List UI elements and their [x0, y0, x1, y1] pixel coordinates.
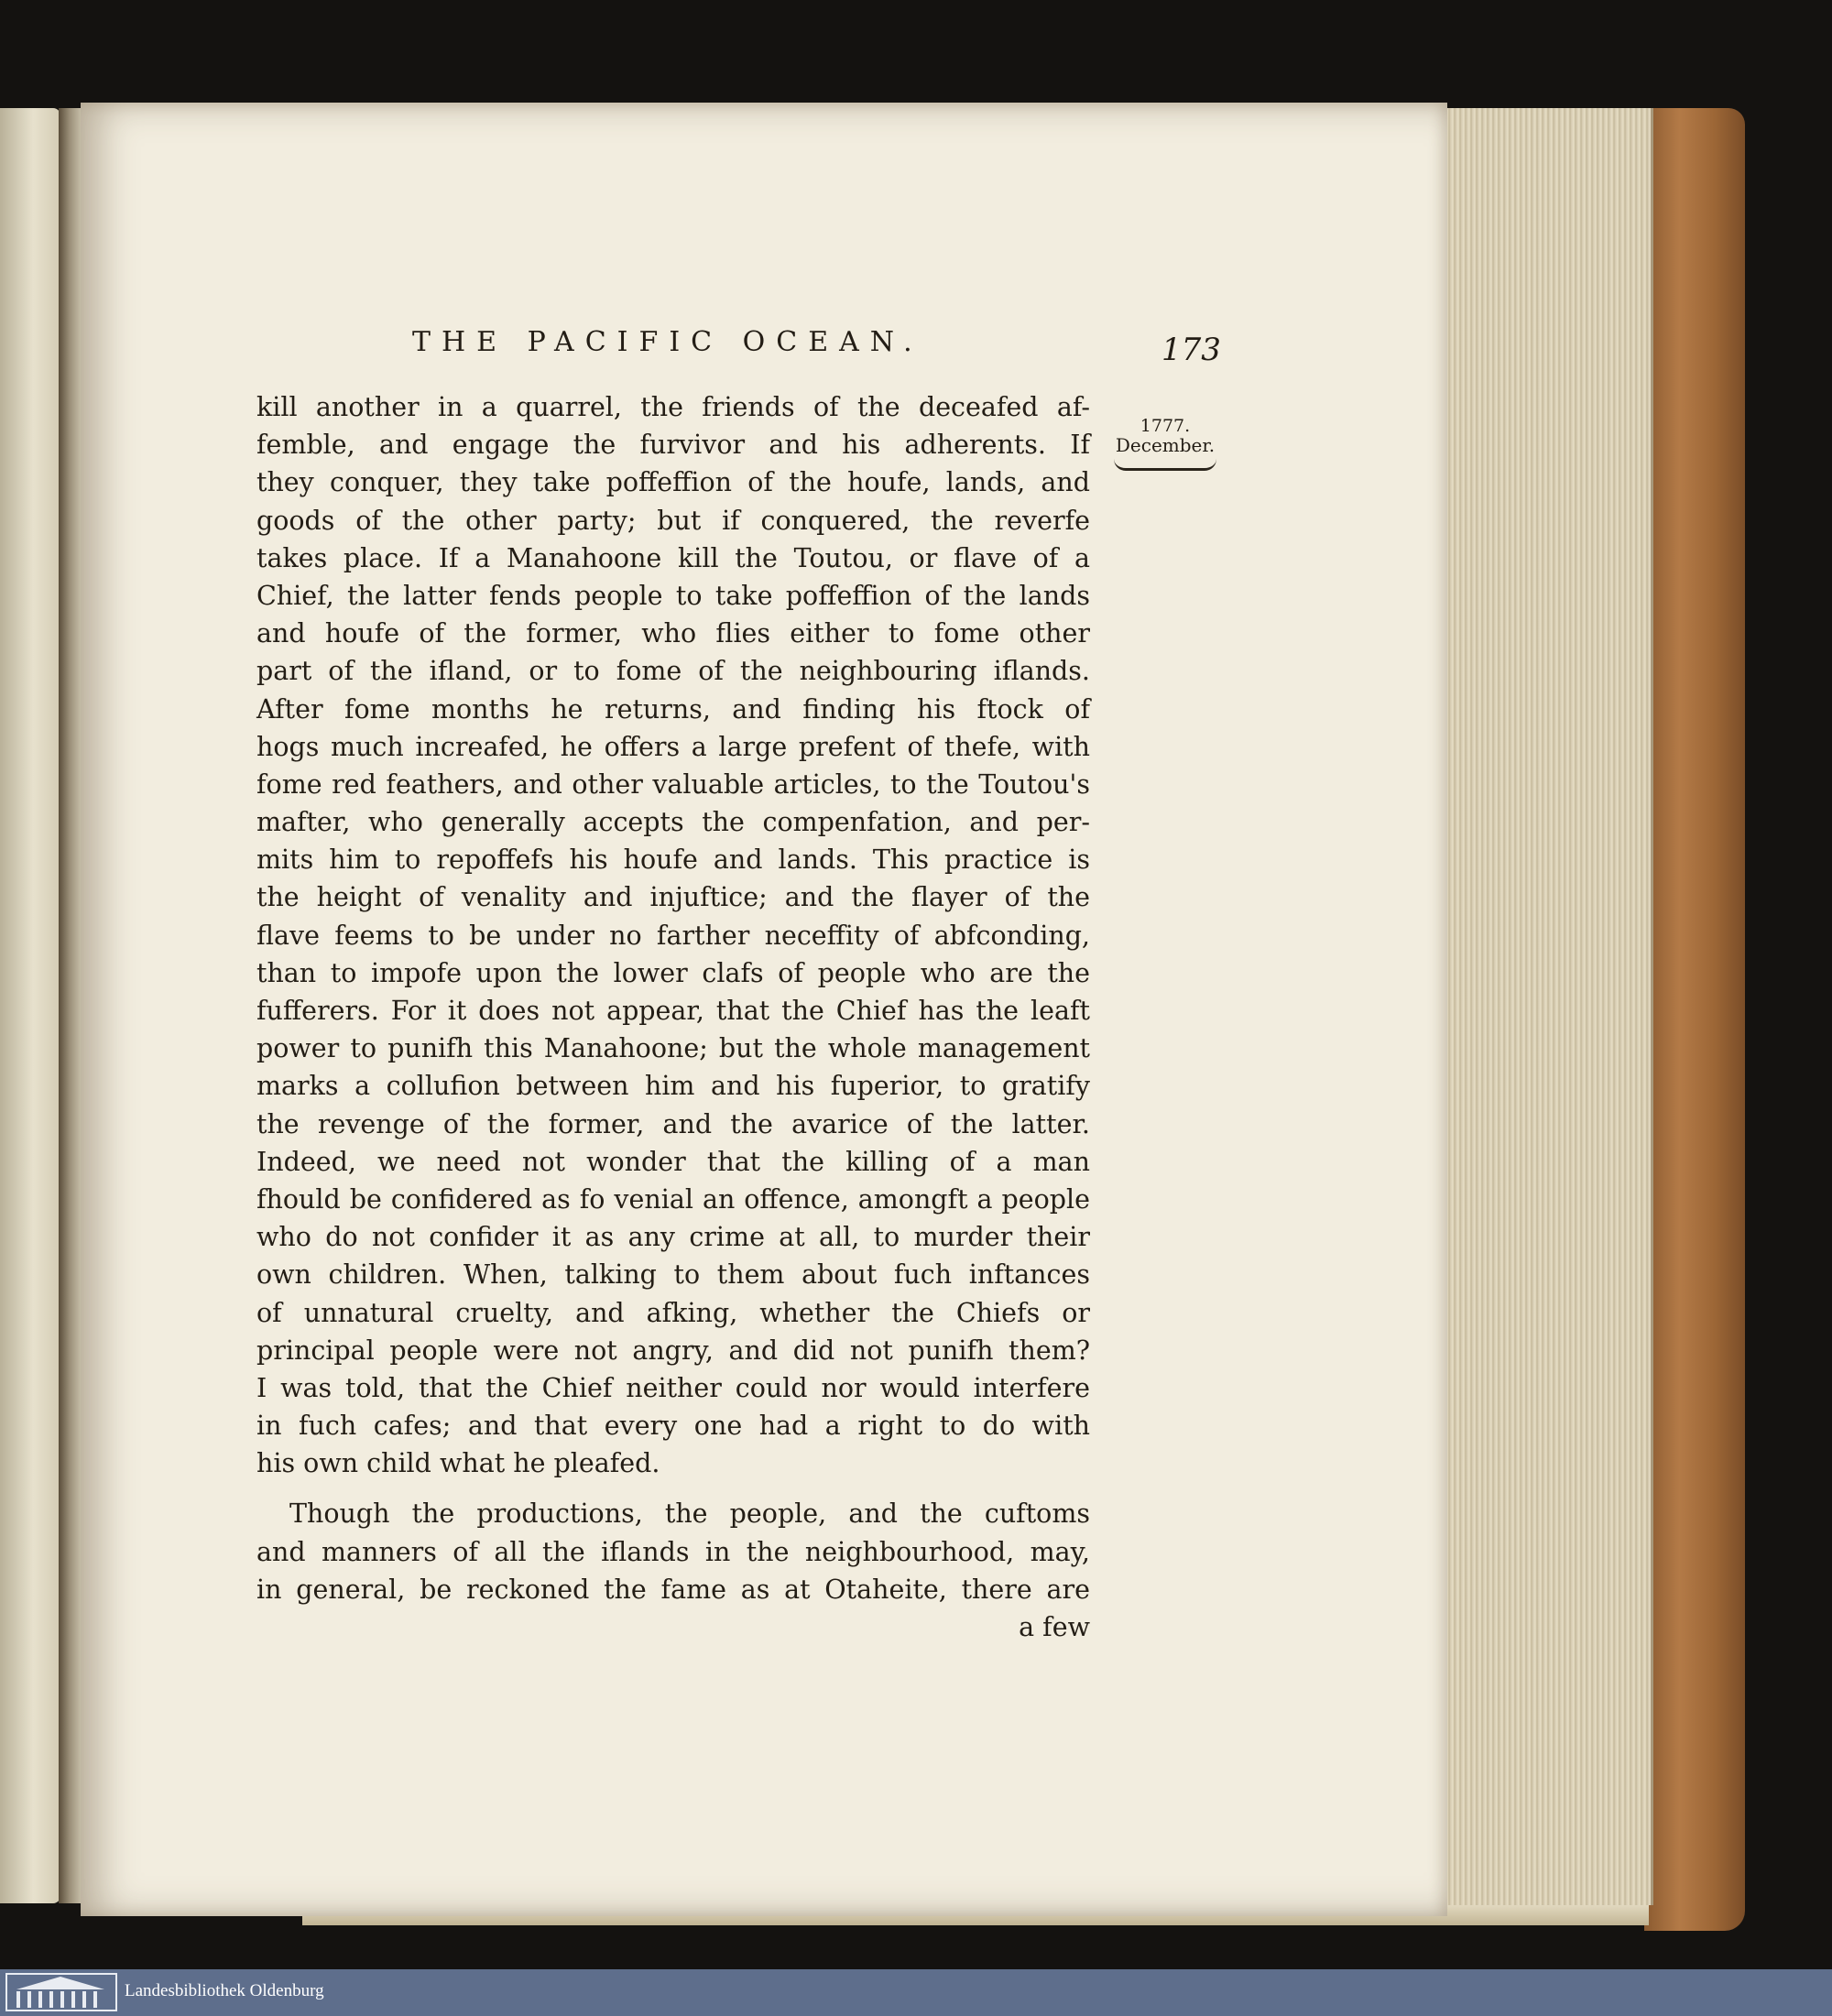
- text-line: and houfe of the former, who flies either to fome other: [256, 618, 1090, 649]
- marginal-note-year: 1777.: [1140, 416, 1191, 436]
- text-line: principal people were not angry, and did not punifh them?: [256, 1335, 1090, 1366]
- text-line: fhould be confidered as fo venial an offence, amongft a people: [256, 1183, 1090, 1215]
- text-line: mafter, who generally accepts the compenfation, and per-: [256, 807, 1090, 838]
- text-line: the height of venality and injuftice; and the flayer of the: [256, 882, 1090, 913]
- text-line: kill another in a quarrel, the friends of the deceafed af-: [256, 392, 1090, 422]
- text-line: goods of the other party; but if conquered, the reverfe: [256, 505, 1090, 536]
- text-line: of unnatural cruelty, and afking, whether the Chiefs or: [256, 1297, 1090, 1328]
- left-page-edge: [0, 108, 60, 1903]
- text-line: Though the productions, the people, and the cuftoms: [289, 1498, 1090, 1530]
- text-line: takes place. If a Manahoone kill the Toutou, or flave of a: [256, 542, 1090, 573]
- text-line: flave feems to be under no farther neceffity of abfconding,: [256, 920, 1090, 951]
- marginal-note-month: December.: [1115, 433, 1216, 456]
- running-head: THE PACIFIC OCEAN.: [412, 326, 923, 358]
- library-name: Landesbibliothek Oldenburg: [125, 1981, 324, 2000]
- text-line: in general, be reckoned the fame as at Otaheite, there are: [256, 1574, 1090, 1605]
- text-line: hogs much increafed, he offers a large prefent of thefe, with: [256, 731, 1090, 762]
- library-building-icon: [5, 1973, 117, 2011]
- text-line: the revenge of the former, and the avarice of the latter.: [256, 1108, 1090, 1139]
- text-line: marks a collufion between him and his fuperior, to gratify: [256, 1071, 1090, 1102]
- logo-columns: [16, 1991, 104, 2008]
- page-block-edges: [1445, 108, 1653, 1905]
- text-line: After fome months he returns, and finding his ftock of: [256, 693, 1090, 725]
- book-cover: [1644, 108, 1745, 1931]
- text-line: Indeed, we need not wonder that the killing of a man: [256, 1146, 1090, 1177]
- text-line: and manners of all the iflands in the neighbourhood, may,: [256, 1536, 1090, 1567]
- text-line: own children. When, talking to them about fuch inftances: [256, 1259, 1090, 1291]
- text-line: I was told, that the Chief neither could nor would interfere: [256, 1372, 1090, 1403]
- paragraph-gap: [256, 1482, 1090, 1495]
- text-line: fome red feathers, and other valuable articles, to the Toutou's: [256, 768, 1090, 800]
- footer-bar: [0, 1969, 1832, 2016]
- text-line: power to punifh this Manahoone; but the whole management: [256, 1033, 1090, 1064]
- text-line: in fuch cafes; and that every one had a right to do with: [256, 1411, 1090, 1442]
- logo-roof: [16, 1977, 104, 1989]
- text-line: femble, and engage the furvivor and his adherents. If: [256, 430, 1090, 461]
- text-line: who do not confider it as any crime at all, to murder their: [256, 1222, 1090, 1253]
- brace-icon: [1114, 459, 1216, 471]
- text-line: his own child what he pleafed.: [256, 1448, 660, 1479]
- text-line: they conquer, they take poffeffion of the houfe, lands, and: [256, 467, 1090, 498]
- text-line: than to impofe upon the lower clafs of people who are the: [256, 957, 1090, 988]
- text-line: Chief, the latter fends people to take poffeffion of the lands: [256, 580, 1090, 611]
- catchword: a few: [1019, 1612, 1090, 1642]
- text-line: fufferers. For it does not appear, that the Chief has the leaft: [256, 996, 1090, 1026]
- marginal-note: [1110, 418, 1220, 471]
- body-text: [256, 388, 1090, 1646]
- text-line: part of the ifland, or to fome of the neighbouring iflands.: [256, 656, 1090, 687]
- text-line: mits him to repoffefs his houfe and lands. This practice is: [256, 845, 1090, 876]
- page-number: 173: [1161, 332, 1221, 368]
